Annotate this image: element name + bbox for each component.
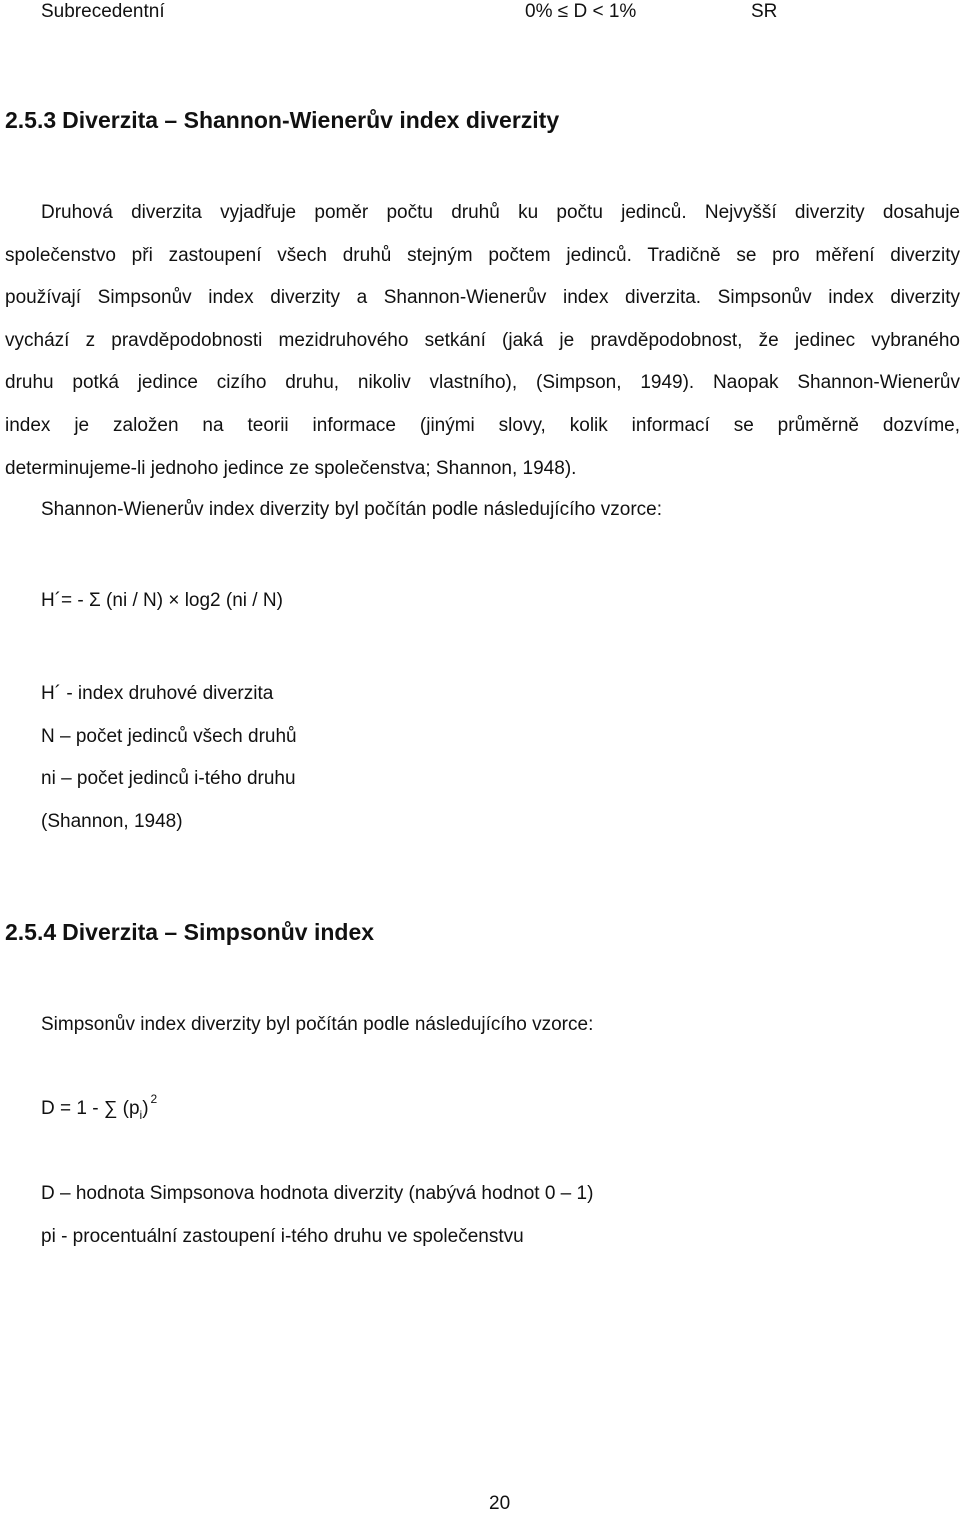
formula-superscript: 2 [150, 1091, 158, 1106]
legend-item: D – hodnota Simpsonova hodnota diverzity (nabývá hodnot 0 – 1) [41, 1183, 594, 1204]
formula-simpson [41, 1091, 158, 1122]
section-heading-254 [5, 918, 374, 946]
paragraph-line: druhu potká jedince cizího druhu, nikoliv vlastního), (Simpson, 1949). Naopak Shannon-Wienerův [5, 372, 960, 394]
formula-subscript: i [139, 1107, 143, 1122]
paragraph-line: společenstvo při zastoupení všech druhů stejným počtem jedinců. Tradičně se pro měření diverzity [5, 244, 960, 266]
body-paragraph [5, 192, 960, 490]
paragraph-line: používají Simpsonův index diverzity a Shannon-Wienerův index diverzita. Simpsonův index diverzity [5, 287, 960, 309]
section-number: 2.5.3 [5, 107, 57, 133]
section-heading-253 [5, 106, 559, 134]
formula-intro-simpson: Simpsonův index diverzity byl počítán podle následujícího vzorce: [41, 1014, 594, 1035]
formula-close: ) [142, 1098, 149, 1119]
formula-intro-shannon: Shannon-Wienerův index diverzity byl počítán podle následujícího vzorce: [41, 499, 663, 520]
table-row-range: 0% ≤ D < 1% [525, 1, 637, 22]
legend-item: N – počet jedinců všech druhů [41, 726, 297, 747]
table-row-label: Subrecedentní [41, 1, 165, 22]
legend-item: H´ - index druhové diverzita [41, 683, 274, 704]
table-row-code: SR [751, 1, 778, 22]
citation: (Shannon, 1948) [41, 811, 183, 832]
page-number: 20 [489, 1493, 511, 1514]
formula-shannon: H´= - Σ (ni / N) × log2 (ni / N) [41, 590, 283, 611]
legend-item: pi - procentuální zastoupení i-tého druhu ve společenstvu [41, 1226, 524, 1247]
section-title: Diverzita – Simpsonův index [62, 919, 375, 945]
paragraph-line: determinujeme-li jednoho jedince ze společenstva; Shannon, 1948). [5, 457, 577, 479]
section-number: 2.5.4 [5, 919, 57, 945]
formula-main: D = 1 - ∑ (p [41, 1098, 140, 1119]
legend-item: ni – počet jedinců i-tého druhu [41, 768, 296, 789]
paragraph-line: index je založen na teorii informace (jinými slovy, kolik informací se průměrně dozvíme, [5, 414, 960, 436]
paragraph-line: Druhová diverzita vyjadřuje poměr počtu druhů ku počtu jedinců. Nejvyšší diverzity dosahuje [41, 202, 960, 223]
paragraph-line: vychází z pravděpodobnosti mezidruhového setkání (jaká je pravděpodobnost, že jedinec vybraného [5, 329, 960, 351]
section-title: Diverzita – Shannon-Wienerův index diverzity [62, 107, 560, 133]
